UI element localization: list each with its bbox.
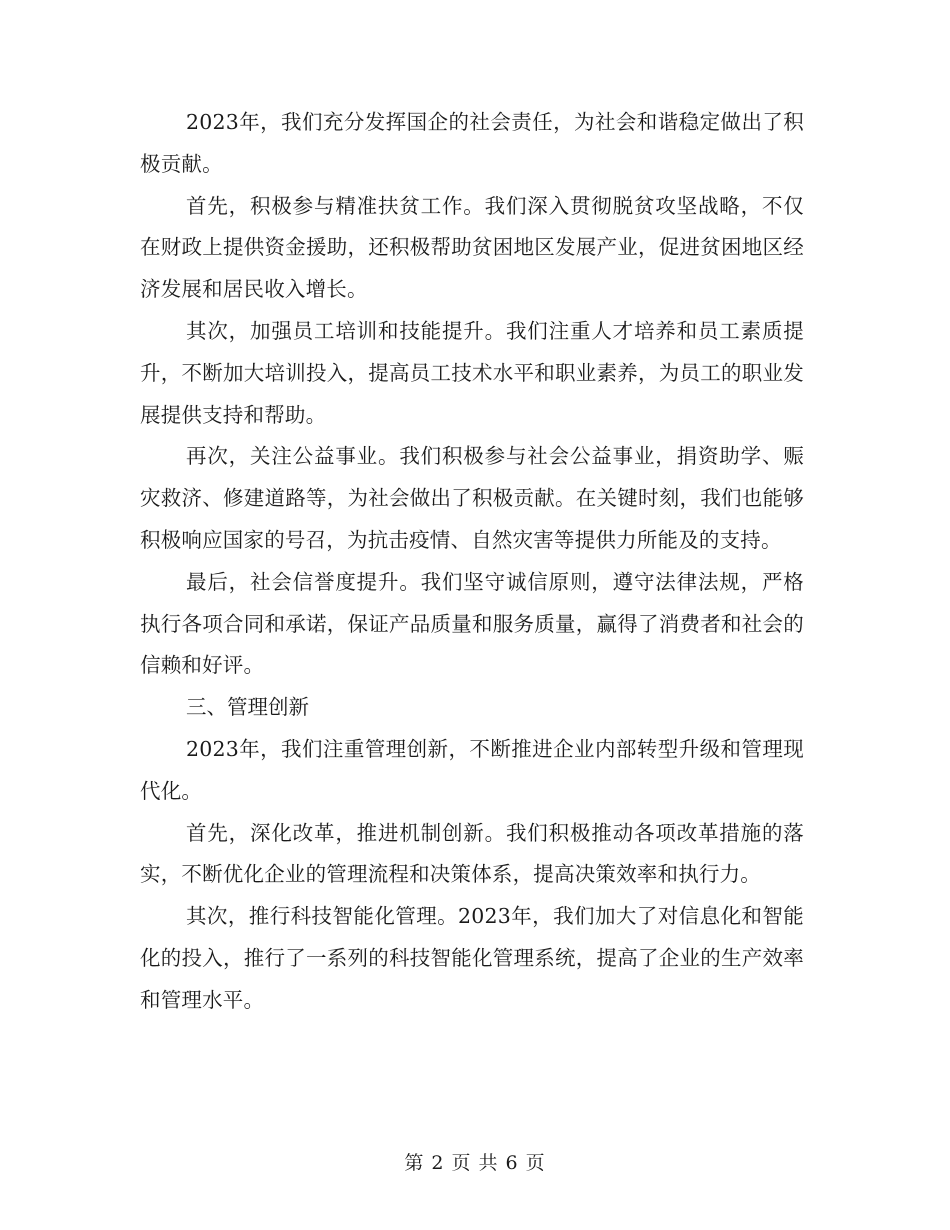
paragraph-reform-mechanism: 首先，深化改革，推进机制创新。我们积极推动各项改革措施的落实，不断优化企业的管理流程和决策体系，提高决策效率和执行力。 bbox=[140, 820, 804, 887]
paragraph-poverty-alleviation: 首先，积极参与精准扶贫工作。我们深入贯彻脱贫攻坚战略，不仅在财政上提供资金援助，还积极帮助贫困地区发展产业，促进贫困地区经济发展和居民收入增长。 bbox=[140, 193, 804, 302]
paragraph-social-responsibility-intro: 2023年，我们充分发挥国企的社会责任，为社会和谐稳定做出了积极贡献。 bbox=[140, 110, 804, 176]
paragraph-public-welfare: 再次，关注公益事业。我们积极参与社会公益事业，捐资助学、赈灾救济、修建道路等，为社会做出了积极贡献。在关键时刻，我们也能够积极响应国家的号召，为抗击疫情、自然灾害等提供力所能及的支持。 bbox=[140, 444, 804, 552]
section-heading-management-innovation: 三、管理创新 bbox=[186, 695, 309, 720]
document-body bbox=[140, 102, 804, 1022]
page-number-footer: 第 2 页 共 6 页 bbox=[404, 1152, 546, 1174]
paragraph-social-reputation: 最后，社会信誉度提升。我们坚守诚信原则，遵守法律法规，严格执行各项合同和承诺，保证产品质量和服务质量，赢得了消费者和社会的信赖和好评。 bbox=[140, 569, 804, 678]
paragraph-employee-training: 其次，加强员工培训和技能提升。我们注重人才培养和员工素质提升，不断加大培训投入，提高员工技术水平和职业素养，为员工的职业发展提供支持和帮助。 bbox=[140, 318, 804, 427]
paragraph-smart-management: 其次，推行科技智能化管理。2023年，我们加大了对信息化和智能化的投入，推行了一系列的科技智能化管理系统，提高了企业的生产效率和管理水平。 bbox=[140, 904, 804, 1012]
paragraph-management-innovation-intro: 2023年，我们注重管理创新，不断推进企业内部转型升级和管理现代化。 bbox=[140, 736, 804, 803]
